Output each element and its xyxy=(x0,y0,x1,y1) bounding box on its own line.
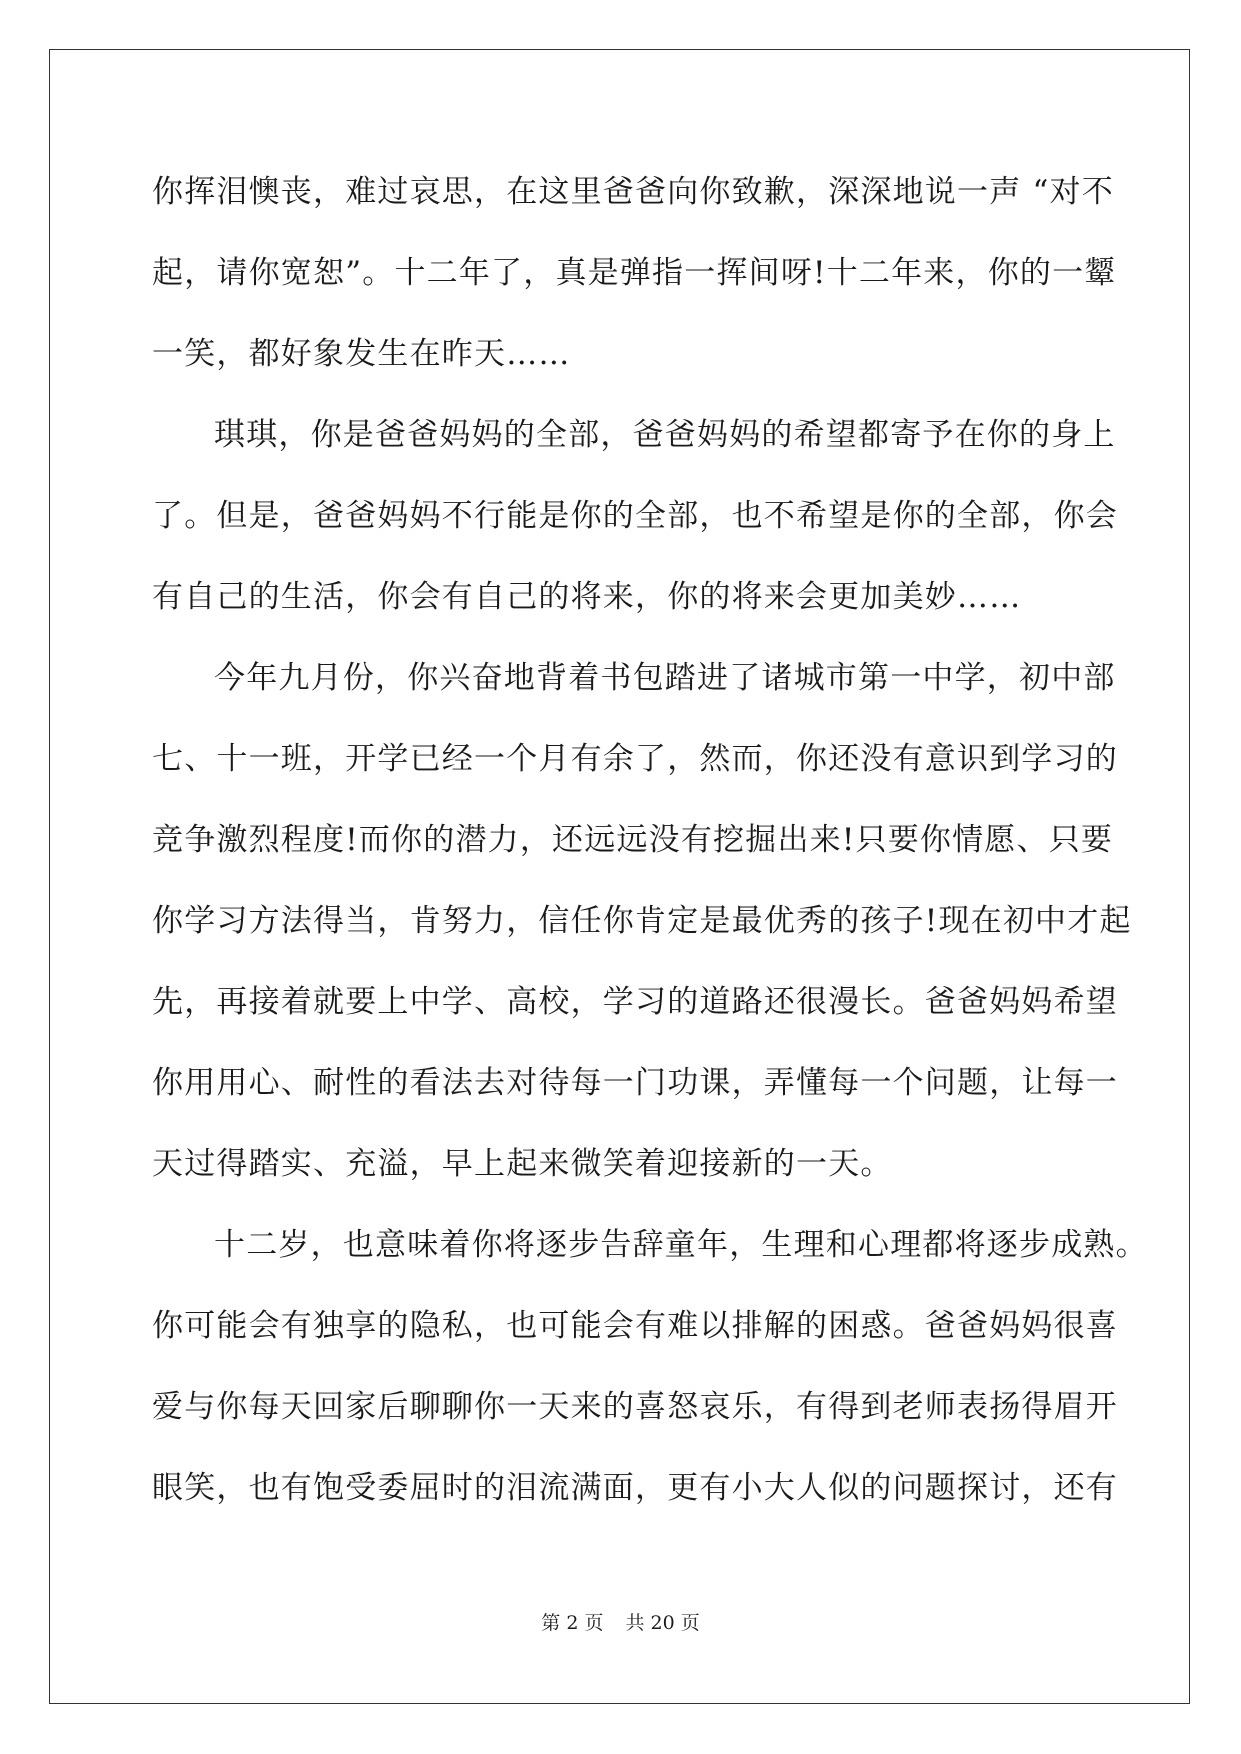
text-line: 你用用心、耐性的看法去对待每一门功课，弄懂每一个问题，让每一 xyxy=(152,1065,1118,1101)
paragraph-start-line: 十二岁，也意味着你将逐步告辞童年，生理和心理都将逐步成熟。 xyxy=(214,1227,1148,1263)
page-total: 共 20 页 xyxy=(625,1612,700,1634)
text-line: 竞争激烈程度!而你的潜力，还远远没有挖掘出来!只要你情愿、只要 xyxy=(152,822,1114,858)
page-footer xyxy=(0,1608,1241,1635)
text-line: 一笑，都好象发生在昨天…… xyxy=(152,336,571,372)
text-line: 你学习方法得当，肯努力，信任你肯定是最优秀的孩子!现在初中才起 xyxy=(152,903,1132,939)
text-line: 爱与你每天回家后聊聊你一天来的喜怒哀乐，有得到老师表扬得眉开 xyxy=(152,1389,1118,1425)
text-line: 眼笑，也有饱受委屈时的泪流满面，更有小大人似的问题探讨，还有 xyxy=(152,1470,1118,1506)
text-line: 天过得踏实、充溢，早上起来微笑着迎接新的一天。 xyxy=(152,1146,893,1182)
document-body xyxy=(152,152,1148,1529)
text-line: 了。但是，爸爸妈妈不行能是你的全部，也不希望是你的全部，你会 xyxy=(152,498,1118,534)
page-number: 第 2 页 xyxy=(541,1612,604,1634)
paragraph-start-line: 今年九月份，你兴奋地背着书包踏进了诸城市第一中学，初中部 xyxy=(214,660,1116,696)
paragraph-start-line: 琪琪，你是爸爸妈妈的全部，爸爸妈妈的希望都寄予在你的身上 xyxy=(214,417,1116,453)
text-line: 你挥泪懊丧，难过哀思，在这里爸爸向你致歉，深深地说一声 “对不 xyxy=(152,174,1114,210)
text-line: 七、十一班，开学已经一个月有余了，然而，你还没有意识到学习的 xyxy=(152,741,1118,777)
text-line: 起，请你宽恕”。十二年了，真是弹指一挥间呀!十二年来，你的一颦 xyxy=(152,255,1117,291)
text-line: 你可能会有独享的隐私，也可能会有难以排解的困惑。爸爸妈妈很喜 xyxy=(152,1308,1118,1344)
text-line: 有自己的生活，你会有自己的将来，你的将来会更加美妙…… xyxy=(152,579,1022,615)
text-line: 先，再接着就要上中学、高校，学习的道路还很漫长。爸爸妈妈希望 xyxy=(152,984,1118,1020)
